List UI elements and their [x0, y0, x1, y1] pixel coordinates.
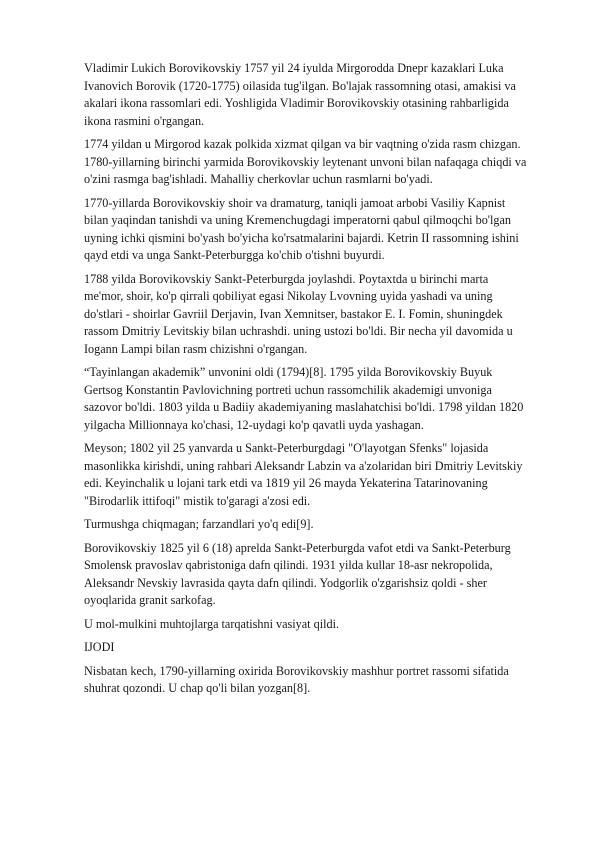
paragraph-early-life: Vladimir Lukich Borovikovskiy 1757 yil 24 iyulda Mirgorodda Dnepr kazaklari Luka Ivanovich Borovik (1720-1775) oilasida tug'ilgan. Bo'lajak rassomning otasi, amakisi va akalari ikona rassomlari edi. Yoshligida Vladimir Borovikovskiy otasining rahbarligida ikona rasmini o'rgangan.: [84, 61, 516, 128]
paragraph-death: Borovikovskiy 1825 yil 6 (18) aprelda Sankt-Peterburgda vafot etdi va Sankt-Peterburg Smolensk pravoslav qabristoniga dafn qilindi. 1931 yilda kullar 18-asr nekropolida, Aleksandr Nevskiy lavrasida qayta dafn qilindi. Yodgorlik o'zgarishsiz qoldi - sher oyoqlarida granit sarkofag.: [84, 540, 511, 607]
paragraph-family: Turmushga chiqmagan; farzandlari yo'q edi[9].: [84, 517, 314, 531]
paragraph-freemason: Meyson; 1802 yil 25 yanvarda u Sankt-Peterburgdagi "O'layotgan Sfenks" lojasida masonlikka kirishdi, uning rahbari Aleksandr Labzin va a'zolaridan biri Dmitriy Levitskiy edi. Keyinchalik u lojani tark etdi va 1819 yil 26 mayda Yekaterina Tatarinovaning "Birodarlik ittifoqi" mistik to'garagi a'zosi edi.: [84, 441, 523, 508]
paragraph-saint-petersburg: 1788 yilda Borovikovskiy Sankt-Peterburgda joylashdi. Poytaxtda u birinchi marta me'mor, shoir, ko'p qirrali qobiliyat egasi Nikolay Lvovning uyida yashadi va uning do'stlari - shoirlar Gavriil Derjavin, Ivan Xemnitser, bastakor E. I. Fomin, shuningdek rassom Dmitriy Levitskiy bilan uchrashdi. uning ustozi bo'ldi. Bir necha yil davomida u Iogann Lampi bilan rasm chizishni o'rgangan.: [84, 271, 513, 356]
paragraph-creativity: Nisbatan kech, 1790-yillarning oxirida Borovikovskiy mashhur portret rassomi sifatida shuhrat qozondi. U chap qo'li bilan yozgan[8].: [84, 663, 509, 695]
paragraph-academician: “Tayinlangan akademik” unvonini oldi (1794)[8]. 1795 yilda Borovikovskiy Buyuk Gertsog Konstantin Pavlovichning portreti uchun rassomchilik akademigi unvoniga sazovor bo'ldi. 1803 yilda u Badiiy akademiyaning maslahatchisi bo'ldi. 1798 yildan 1820 yilgacha Millionnaya ko'chasi, 12-uydagi ko'p qavatli uyda yashagan.: [84, 365, 524, 432]
paragraph-will: U mol-mulkini muhtojlarga tarqatishni vasiyat qildi.: [84, 616, 340, 631]
paragraph-military-service: 1774 yildan u Mirgorod kazak polkida xizmat qilgan va bir vaqtning o'zida rasm chizgan. 1780-yillarning birinchi yarmida Borovikovskiy leytenant unvoni bilan nafaqaga chiqdi va o'zini rasmga bag'ishladi. Mahalliy cherkovlar uchun rasmlarni bo'yadi.: [84, 137, 527, 186]
section-heading-ijodi: IJODI: [84, 640, 115, 654]
paragraph-kapnist: 1770-yillarda Borovikovskiy shoir va dramaturg, taniqli jamoat arbobi Vasiliy Kapnist bilan yaqindan tanishdi va uning Kremenchugdagi imperatorni qabul qilmoqchi bo'lgan uyning ichki qismini bo'yash bo'yicha ko'rsatmalarini bajardi. Ketrin II rassomning ishini qayd etdi va unga Sankt-Peterburgga ko'chib o'tishni buyurdi.: [84, 195, 519, 262]
